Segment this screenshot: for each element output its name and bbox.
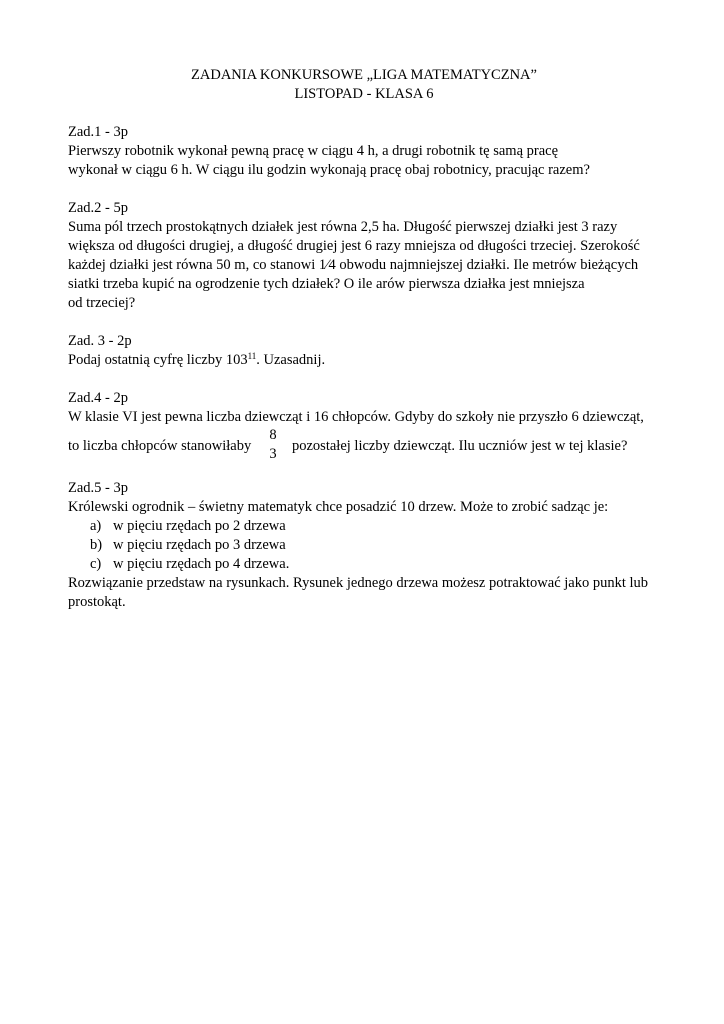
document-title (68, 66, 660, 104)
task-2-line-4: siatki trzeba kupić na ogrodzenie tych działek? O ile arów pierwsza działka jest mniejsza (68, 276, 585, 292)
fraction-numerator: 8 (269, 427, 277, 443)
option-marker: c) (90, 556, 102, 572)
fraction-8-3 (267, 426, 279, 464)
task-1-line-2: wykonał w ciągu 6 h. W ciągu ilu godzin wykonają pracę obaj robotnicy, pracując razem? (68, 162, 590, 178)
task-5-option-b (68, 536, 668, 555)
task-3-text-after: . Uzasadnij. (256, 352, 326, 368)
option-text: w pięciu rzędach po 3 drzewa (113, 537, 286, 553)
task-5-line-3: prostokąt. (68, 594, 126, 610)
task-1-heading: Zad.1 - 3p (68, 124, 128, 140)
task-4-line-2-before: to liczba chłopców stanowiłaby (68, 438, 252, 454)
task-5-options (68, 517, 668, 574)
task-2-line-5: od trzeciej? (68, 295, 136, 311)
option-text: w pięciu rzędach po 4 drzewa. (113, 556, 290, 572)
option-marker: a) (90, 518, 102, 534)
task-4-line-2-after: pozostałej liczby dziewcząt. Ilu uczniów jest w tej klasie? (292, 438, 628, 454)
option-marker: b) (90, 537, 103, 553)
task-3 (68, 332, 668, 370)
title-line-2: LISTOPAD - KLASA 6 (294, 86, 434, 102)
fraction-denominator: 3 (269, 446, 277, 462)
task-3-exponent: 11 (247, 351, 257, 361)
task-4-line-2 (68, 427, 668, 465)
task-5-line-1: Królewski ogrodnik – świetny matematyk chce posadzić 10 drzew. Może to zrobić sadząc je: (68, 499, 609, 515)
task-3-line-1 (68, 351, 668, 370)
task-4 (68, 389, 668, 465)
task-1-line-1: Pierwszy robotnik wykonał pewną pracę w ciągu 4 h, a drugi robotnik tę samą pracę (68, 143, 559, 159)
task-2-line-1: Suma pól trzech prostokątnych działek jest równa 2,5 ha. Długość pierwszej działki jest 3 razy (68, 219, 618, 235)
task-3-text-before: Podaj ostatnią cyfrę liczby 103 (68, 352, 248, 368)
task-5 (68, 479, 668, 612)
task-4-heading: Zad.4 - 2p (68, 390, 128, 406)
task-5-heading: Zad.5 - 3p (68, 480, 128, 496)
task-5-option-c (68, 555, 668, 574)
task-1 (68, 123, 668, 180)
task-5-option-a (68, 517, 668, 536)
task-2-line-3: każdej działki jest równa 50 m, co stanowi 1⁄4 obwodu najmniejszej działki. Ile metrów bieżących (68, 257, 639, 273)
task-2-line-2: większa od długości drugiej, a długość drugiej jest 6 razy mniejsza od długości trzeciej. Szerokość (68, 238, 640, 254)
task-2-heading: Zad.2 - 5p (68, 200, 128, 216)
task-4-line-1: W klasie VI jest pewna liczba dziewcząt i 16 chłopców. Gdyby do szkoły nie przyszło 6 dziewcząt, (68, 409, 644, 425)
task-2 (68, 199, 668, 313)
title-line-1: ZADANIA KONKURSOWE „LIGA MATEMATYCZNA” (191, 67, 537, 83)
task-5-line-2: Rozwiązanie przedstaw na rysunkach. Rysunek jednego drzewa możesz potraktować jako punkt lub (68, 575, 649, 591)
task-3-heading: Zad. 3 - 2p (68, 333, 132, 349)
option-text: w pięciu rzędach po 2 drzewa (113, 518, 286, 534)
document-page (68, 66, 668, 612)
